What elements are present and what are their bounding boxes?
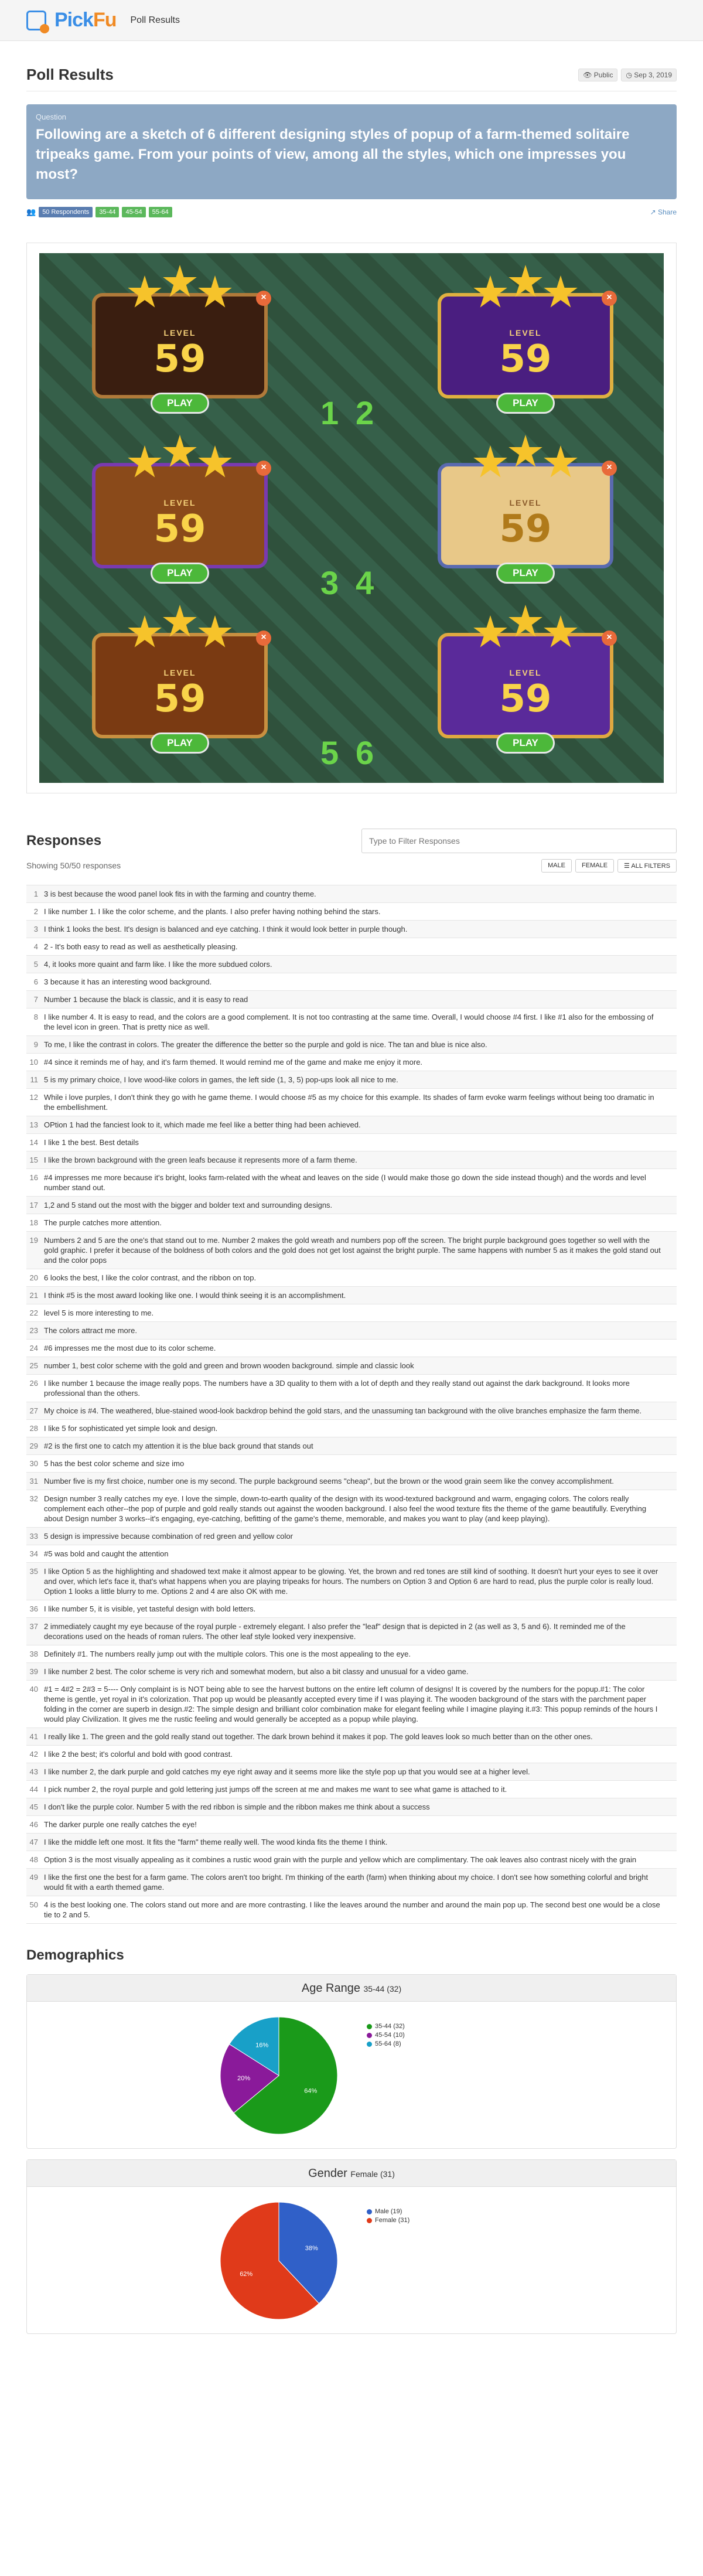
response-number: 48 <box>29 1855 38 1864</box>
legend-item <box>367 2023 405 2030</box>
response-number: 36 <box>29 1604 38 1613</box>
legend-dot-icon <box>367 2209 372 2214</box>
response-text: I like the middle left one most. It fits the "farm" theme really well. The wood kinda fits the theme I think. <box>44 1838 388 1846</box>
response-text: The darker purple one really catches the eye! <box>44 1820 197 1829</box>
response-row <box>26 1269 677 1287</box>
response-number: 16 <box>29 1173 38 1182</box>
response-row <box>26 1054 677 1071</box>
option-number-2: 2 <box>356 394 374 431</box>
response-number: 42 <box>29 1750 38 1759</box>
response-text: #2 is the first one to catch my attention it is the blue back ground that stands out <box>44 1442 313 1450</box>
response-text: 4, it looks more quaint and farm like. I like the more subdued colors. <box>44 960 272 969</box>
response-text: 2 immediately caught my eye because of the royal purple - extremely elegant. I also prefer the "leaf" design that is depicted in 2 (as well as 3, 5 and 6). It reminded me of the decorations used on the heads of roman rulers. The other leaf style looked very inexpensive. <box>44 1622 626 1641</box>
response-number: 18 <box>29 1218 38 1227</box>
top-bar <box>0 0 703 41</box>
response-number: 5 <box>33 960 38 969</box>
pie-slice-label: 62% <box>240 2271 253 2278</box>
response-row <box>26 1402 677 1420</box>
level-number: 59 <box>153 338 206 381</box>
gender-card <box>26 2159 677 2334</box>
response-text: I think #5 is the most award looking like one. I would think seeing it is an accomplishment. <box>44 1291 346 1300</box>
logo-text-pick: Pick <box>54 9 93 31</box>
close-icon: × <box>256 631 271 646</box>
level-number: 59 <box>499 507 552 551</box>
response-text: I think 1 looks the best. It's design is balanced and eye catching. I think it would look better in purple though. <box>44 925 408 933</box>
response-row <box>26 1781 677 1798</box>
response-number: 28 <box>29 1424 38 1433</box>
visibility-badge <box>578 69 617 81</box>
gender-pie-chart <box>214 2196 343 2325</box>
response-text: I like number 4. It is easy to read, and the colors are a good complement. It is not too contrasting at the same time. Overall, I would choose #4 first. I like #1 also for the embossing of the level icon in green. That is pretty nice as well. <box>44 1013 654 1031</box>
demographics-title: Demographics <box>26 1947 124 1963</box>
popup-option-1 <box>92 265 268 408</box>
level-number: 59 <box>499 338 552 381</box>
response-text: I really like 1. The green and the gold really stand out together. The dark brown behind it makes it pop. The gold leaves look so much better than on the other ones. <box>44 1732 593 1741</box>
response-text: level 5 is more interesting to me. <box>44 1309 154 1317</box>
date-label: Sep 3, 2019 <box>634 70 672 79</box>
legend-label: Male (19) <box>375 2208 402 2215</box>
age-range-card <box>26 1974 677 2149</box>
response-text: #5 was bold and caught the attention <box>44 1549 169 1558</box>
gender-legend <box>367 2208 409 2226</box>
pickfu-logo[interactable] <box>26 9 117 32</box>
legend-label: 55-64 (8) <box>375 2040 401 2047</box>
question-text: Following are a sketch of 6 different designing styles of popup of a farm-themed solitaire tripeaks game. From your points of view, among all the styles, which one impresses you most? <box>36 127 630 182</box>
close-icon: × <box>256 461 271 476</box>
response-text: #6 impresses me the most due to its color scheme. <box>44 1344 216 1352</box>
response-text: I like number 1 because the image really pops. The numbers have a 3D quality to them with a lot of depth and they really stand out against the dark background. It looks more professional than the others. <box>44 1379 630 1398</box>
response-number: 31 <box>29 1477 38 1485</box>
nav-poll-results[interactable]: Poll Results <box>130 15 180 25</box>
game-popups-image[interactable] <box>39 253 664 783</box>
response-row <box>26 1116 677 1134</box>
response-number: 3 <box>33 925 38 933</box>
gender-title: Gender <box>308 2167 347 2180</box>
play-button: PLAY <box>496 393 555 414</box>
response-row <box>26 973 677 991</box>
level-word: LEVEL <box>509 498 542 507</box>
response-text: My choice is #4. The weathered, blue-stained wood-look backdrop behind the gold stars, and the unassuming tan background with the olive branches emphasize the farm theme. <box>44 1406 642 1415</box>
age-badge-45-54[interactable]: 45-54 <box>122 207 145 217</box>
response-number: 34 <box>29 1549 38 1558</box>
response-number: 10 <box>29 1058 38 1066</box>
question-panel <box>26 104 677 199</box>
option-number-6: 6 <box>356 734 374 771</box>
response-number: 47 <box>29 1838 38 1846</box>
filter-responses-input[interactable] <box>361 829 677 853</box>
response-number: 27 <box>29 1406 38 1415</box>
response-text: Numbers 2 and 5 are the one's that stand out to me. Number 2 makes the gold wreath and numbers pop off the screen. The bright purple background goes together so well with the gold graphic. I prefer it because of the boldness of both colors and the gold does not get lost against the bright purple. The same happens with number 5 as it makes the gold stand out and the color pops <box>44 1236 661 1265</box>
response-row <box>26 921 677 938</box>
response-text: OPtion 1 had the fanciest look to it, which made me feel like a better thing had been achieved. <box>44 1120 361 1129</box>
share-link[interactable] <box>650 208 677 216</box>
response-row <box>26 1663 677 1681</box>
share-label: Share <box>657 208 677 216</box>
response-number: 21 <box>29 1291 38 1300</box>
play-button: PLAY <box>151 393 209 414</box>
response-number: 25 <box>29 1361 38 1370</box>
response-row <box>26 1357 677 1375</box>
response-text: Definitely #1. The numbers really jump out with the multiple colors. This one is the most appealing to the eye. <box>44 1650 411 1658</box>
response-row <box>26 1869 677 1896</box>
popup-option-3 <box>92 435 268 578</box>
response-row <box>26 1322 677 1340</box>
response-row <box>26 1473 677 1490</box>
legend-item <box>367 2208 409 2215</box>
response-number: 33 <box>29 1532 38 1541</box>
response-row <box>26 1545 677 1563</box>
response-row <box>26 1287 677 1304</box>
response-row <box>26 1728 677 1746</box>
response-row <box>26 1600 677 1618</box>
response-text: 5 is my primary choice, I love wood-like colors in games, the left side (1, 3, 5) pop-ups look all nice to me. <box>44 1075 398 1084</box>
legend-item <box>367 2217 409 2224</box>
gender-header <box>27 2160 676 2187</box>
option-number-5: 5 <box>320 734 339 771</box>
legend-label: Female (31) <box>375 2217 410 2224</box>
response-row <box>26 1036 677 1054</box>
response-row <box>26 956 677 973</box>
response-row <box>26 885 677 903</box>
play-button: PLAY <box>496 563 555 584</box>
response-number: 45 <box>29 1802 38 1811</box>
legend-dot-icon <box>367 2033 372 2038</box>
option-number-3: 3 <box>320 564 339 601</box>
response-row <box>26 903 677 921</box>
response-text: 2 - It's both easy to read as well as aesthetically pleasing. <box>44 942 238 951</box>
response-number: 4 <box>33 942 38 951</box>
share-icon: ↗ <box>650 208 658 216</box>
filter-male-button[interactable]: MALE <box>541 859 572 873</box>
response-row <box>26 1681 677 1728</box>
clock-icon: ◷ <box>626 70 634 79</box>
response-number: 19 <box>29 1236 38 1245</box>
age-range-subtitle: 35-44 (32) <box>363 1984 402 1994</box>
legend-item <box>367 2040 405 2047</box>
level-number: 59 <box>153 507 206 551</box>
response-number: 35 <box>29 1567 38 1576</box>
response-text: To me, I like the contrast in colors. The greater the difference the better so the purple and gold is nice. The tan and blue is nice also. <box>44 1040 487 1049</box>
response-text: #4 since it reminds me of hay, and it's farm themed. It would remind me of the game and make me enjoy it more. <box>44 1058 423 1066</box>
play-button: PLAY <box>151 732 209 754</box>
response-row <box>26 1816 677 1834</box>
response-row <box>26 1151 677 1169</box>
showing-count: Showing 50/50 responses <box>26 861 121 870</box>
legend-label: 35-44 (32) <box>375 2023 405 2030</box>
response-number: 39 <box>29 1667 38 1676</box>
response-row <box>26 1420 677 1437</box>
response-number: 26 <box>29 1379 38 1388</box>
response-row <box>26 1134 677 1151</box>
response-number: 15 <box>29 1156 38 1164</box>
response-number: 29 <box>29 1442 38 1450</box>
response-row <box>26 1071 677 1089</box>
response-number: 37 <box>29 1622 38 1631</box>
popup-option-4 <box>438 435 613 578</box>
response-row <box>26 1563 677 1600</box>
legend-dot-icon <box>367 2218 372 2223</box>
age-range-title: Age Range <box>301 1982 360 1995</box>
eye-icon: 👁 <box>583 70 594 79</box>
response-row <box>26 1340 677 1357</box>
response-text: #4 impresses me more because it's bright, looks farm-related with the wheat and leaves on the side (I would make those go down the side instead though) and the words and level number stand out. <box>44 1173 646 1192</box>
response-row <box>26 1169 677 1197</box>
legend-dot-icon <box>367 2024 372 2029</box>
gender-subtitle: Female (31) <box>350 2169 395 2179</box>
play-button: PLAY <box>496 732 555 754</box>
close-icon: × <box>602 631 617 646</box>
response-number: 9 <box>33 1040 38 1049</box>
response-number: 17 <box>29 1201 38 1209</box>
response-text: I don't like the purple color. Number 5 with the red ribbon is simple and the ribbon makes me think about a success <box>44 1802 430 1811</box>
response-text: #1 = 4#2 = 2#3 = 5---- Only complaint is is NOT being able to see the harvest buttons on the entire left column of designs! It is covered by the numbers for the popup.#1: The color theme is gentle, yet royal in it's colorization. That pop up would be pleasantly accepted every time if I was playing it. The wooden background of the stars with the parchment paper folding in the corner are superb in design.#2: The simple design and brilliant color combination make for elegant feeling while I imagine playing it.#3: This popup reminds of the hours I would play Civilization. It gives me the rustic feeling and would generally be accepted as a popup while playing. <box>44 1685 658 1723</box>
legend-label: 45-54 (10) <box>375 2032 405 2039</box>
all-filters-label: ALL FILTERS <box>631 862 670 870</box>
response-text: I like number 5, it is visible, yet tasteful design with bold letters. <box>44 1604 256 1613</box>
respondents-badge[interactable]: 50 Respondents <box>39 207 93 217</box>
response-text: 5 design is impressive because combination of red green and yellow color <box>44 1532 293 1541</box>
logo-icon <box>26 11 46 30</box>
page-title: Poll Results <box>26 66 114 83</box>
response-row <box>26 1896 677 1924</box>
question-label: Question <box>36 113 67 121</box>
response-number: 49 <box>29 1873 38 1882</box>
pie-slice-label: 64% <box>304 2087 318 2095</box>
response-number: 22 <box>29 1309 38 1317</box>
response-number: 23 <box>29 1326 38 1335</box>
response-number: 14 <box>29 1138 38 1147</box>
response-text: number 1, best color scheme with the gold and green and brown wooden background. simple and classic look <box>44 1361 414 1370</box>
level-word: LEVEL <box>163 328 196 338</box>
response-row <box>26 1490 677 1528</box>
response-row <box>26 1645 677 1663</box>
response-number: 41 <box>29 1732 38 1741</box>
response-text: I like number 2, the dark purple and gold catches my eye right away and it seems more like the style pop up that you would see at a higher level. <box>44 1767 530 1776</box>
response-row <box>26 1618 677 1645</box>
pie-slice-label: 16% <box>255 2042 269 2049</box>
filter-icon: ☰ <box>624 862 632 870</box>
response-text: I like 1 the best. Best details <box>44 1138 139 1147</box>
popup-option-6 <box>438 605 613 748</box>
level-word: LEVEL <box>509 328 542 338</box>
response-number: 40 <box>29 1685 38 1694</box>
response-text: 3 is best because the wood panel look fits in with the farming and country theme. <box>44 890 316 898</box>
response-row <box>26 1232 677 1269</box>
response-number: 44 <box>29 1785 38 1794</box>
response-number: 32 <box>29 1494 38 1503</box>
response-number: 38 <box>29 1650 38 1658</box>
response-number: 11 <box>30 1075 38 1084</box>
logo-text-fu: Fu <box>93 9 117 31</box>
response-row <box>26 1089 677 1116</box>
all-filters-button[interactable] <box>617 859 677 873</box>
close-icon: × <box>256 291 271 306</box>
response-text: Option 3 is the most visually appealing as it combines a rustic wood grain with the purple and yellow which are complimentary. The oak leaves also contrast nicely with the grain <box>44 1855 637 1864</box>
response-number: 46 <box>29 1820 38 1829</box>
response-text: 5 has the best color scheme and size imo <box>44 1459 185 1468</box>
responses-title: Responses <box>26 833 102 849</box>
response-text: I like the brown background with the green leafs because it represents more of a farm theme. <box>44 1156 357 1164</box>
response-row <box>26 1528 677 1545</box>
level-word: LEVEL <box>509 668 542 677</box>
pie-slice-label: 20% <box>237 2074 251 2082</box>
response-number: 6 <box>33 977 38 986</box>
filter-female-button[interactable]: FEMALE <box>575 859 614 873</box>
visibility-label: Public <box>593 70 613 79</box>
response-row <box>26 1798 677 1816</box>
pie-slice-label: 38% <box>305 2244 318 2252</box>
response-text: I like the first one the best for a farm game. The colors aren't too bright. I'm thinking of the earth (farm) when thinking about my choice. I don't see how something colorful and bright would fit with a earth themed game. <box>44 1873 649 1892</box>
response-text: Design number 3 really catches my eye. I love the simple, down-to-earth quality of the design with its wood-textured background and warm, engaging colors. The colors really complement each other--the pop of purple and gold really stands out against the wooden background. I also feel the wood texture fits the theme of the game beautifully. Everything about Design number 3 works--it's engaging, eye-catching, befitting of the game's theme, memorable, and makes you want to play (and keep playing). <box>44 1494 647 1523</box>
response-row <box>26 1304 677 1322</box>
response-number: 12 <box>29 1093 38 1102</box>
response-text: The colors attract me more. <box>44 1326 137 1335</box>
option-number-4: 4 <box>356 564 374 601</box>
response-number: 2 <box>33 907 38 916</box>
users-icon: 👥 <box>26 207 36 216</box>
age-range-header <box>27 1975 676 2002</box>
response-text: I like Option 5 as the highlighting and shadowed text make it almost appear to be glowing. Yet, the brown and red tones are still kind of soothing. It doesn't hurt your eyes to see it over and over, which let's face it, that's what happens when you are playing tripeaks for hours. The numbers on Option 3 and Option 6 are hard to read, plus the purple color is really loud. Option 1 looks a little blurry to me. Options 2 and 4 are also OK with me. <box>44 1567 658 1596</box>
response-row <box>26 1375 677 1402</box>
legend-item <box>367 2032 405 2039</box>
response-text: 4 is the best looking one. The colors stand out more and are more contrasting. I like the leaves around the number and around the main pop up. The second best one would be a close tie to 2 and 5. <box>44 1900 660 1919</box>
option-number-1: 1 <box>320 394 339 431</box>
response-number: 8 <box>33 1013 38 1021</box>
response-text: Number 1 because the black is classic, and it is easy to read <box>44 995 248 1004</box>
level-number: 59 <box>499 677 552 721</box>
response-row <box>26 1455 677 1473</box>
response-number: 13 <box>29 1120 38 1129</box>
response-row <box>26 1197 677 1214</box>
age-badge-35-44[interactable]: 35-44 <box>95 207 119 217</box>
response-number: 7 <box>33 995 38 1004</box>
response-text: 3 because it has an interesting wood background. <box>44 977 212 986</box>
date-badge <box>621 69 677 81</box>
popup-option-5 <box>92 605 268 748</box>
response-text: Number five is my first choice, number one is my second. The purple background seems "cheap", but the brown or the wood grain seem like the convey accomplishment. <box>44 1477 614 1485</box>
legend-dot-icon <box>367 2042 372 2047</box>
response-number: 50 <box>29 1900 38 1909</box>
response-text: I like number 1. I like the color scheme, and the plants. I also prefer having nothing behind the stars. <box>44 907 381 916</box>
level-number: 59 <box>153 677 206 721</box>
response-number: 43 <box>29 1767 38 1776</box>
response-text: I like number 2 best. The color scheme is very rich and somewhat modern, but also a bit classy and unusual for a video game. <box>44 1667 469 1676</box>
response-row <box>26 1214 677 1232</box>
level-word: LEVEL <box>163 668 196 677</box>
response-number: 30 <box>29 1459 38 1468</box>
response-row <box>26 991 677 1008</box>
age-pie-chart <box>214 2011 343 2140</box>
response-number: 20 <box>29 1273 38 1282</box>
response-row <box>26 1437 677 1455</box>
response-number: 1 <box>33 890 38 898</box>
response-text: 6 looks the best, I like the color contrast, and the ribbon on top. <box>44 1273 257 1282</box>
response-text: The purple catches more attention. <box>44 1218 162 1227</box>
response-row <box>26 938 677 956</box>
response-text: I like 5 for sophisticated yet simple look and design. <box>44 1424 218 1433</box>
age-legend <box>367 2023 405 2049</box>
option-image-panel <box>26 243 677 793</box>
response-row <box>26 1851 677 1869</box>
response-row <box>26 1008 677 1036</box>
response-text: I like 2 the best; it's colorful and bold with good contrast. <box>44 1750 233 1759</box>
age-badge-55-64[interactable]: 55-64 <box>149 207 172 217</box>
close-icon: × <box>602 461 617 476</box>
response-number: 24 <box>29 1344 38 1352</box>
close-icon: × <box>602 291 617 306</box>
response-row <box>26 1834 677 1851</box>
response-row <box>26 1763 677 1781</box>
responses-list <box>26 885 677 1924</box>
response-text: I pick number 2, the royal purple and gold lettering just jumps off the screen at me and makes me want to see what game is attached to it. <box>44 1785 507 1794</box>
level-word: LEVEL <box>163 498 196 507</box>
play-button: PLAY <box>151 563 209 584</box>
response-text: While i love purples, I don't think they go with he game theme. I would choose #5 as my choice for this example. Its shades of farm evoke warm feelings without being too dramatic in the embellishment. <box>44 1093 654 1112</box>
response-row <box>26 1746 677 1763</box>
popup-option-2 <box>438 265 613 408</box>
response-text: 1,2 and 5 stand out the most with the bigger and bolder text and surrounding designs. <box>44 1201 333 1209</box>
